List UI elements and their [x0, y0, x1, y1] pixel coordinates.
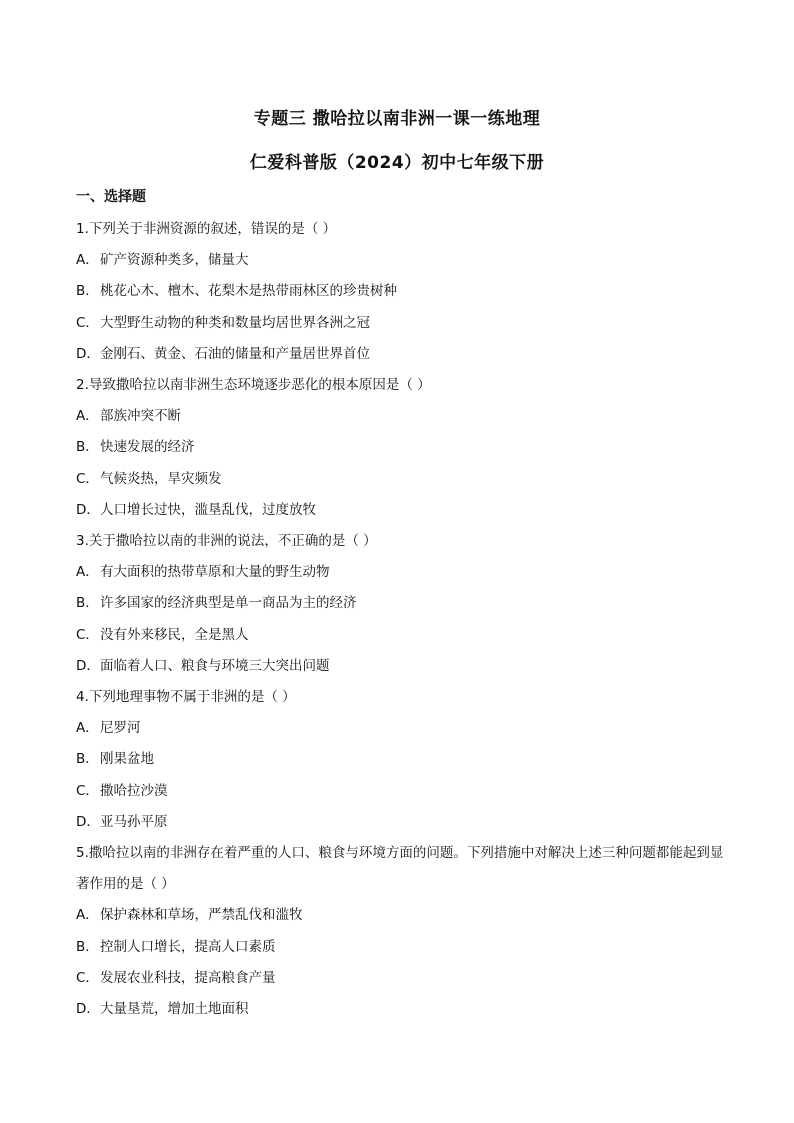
option-letter: C． — [76, 626, 99, 643]
option-text: 人口增长过快，滥垦乱伐，过度放牧 — [100, 501, 316, 518]
option-letter: B． — [76, 283, 99, 300]
option-text: 亚马孙平原 — [100, 813, 168, 830]
document-title: 专题三 撒哈拉以南非洲一课一练地理 — [253, 109, 541, 129]
option-b[interactable] — [76, 744, 726, 775]
option-text: 桃花心木、檀木、花梨木是热带雨林区的珍贵树种 — [100, 283, 397, 300]
option-letter: B． — [76, 938, 99, 955]
option-text: 面临着人口、粮食与环境三大突出问题 — [100, 657, 330, 674]
option-text: 发展农业科技，提高粮食产量 — [100, 969, 276, 986]
option-b[interactable] — [76, 432, 726, 463]
option-a[interactable] — [76, 557, 726, 588]
option-text: 刚果盆地 — [100, 751, 154, 768]
option-c[interactable] — [76, 464, 726, 495]
option-letter: D． — [76, 657, 100, 674]
question-list — [76, 214, 726, 1025]
option-letter: D． — [76, 345, 100, 362]
option-letter: C． — [76, 470, 99, 487]
option-d[interactable] — [76, 807, 726, 838]
option-text: 控制人口增长，提高人口素质 — [100, 938, 276, 955]
option-a[interactable] — [76, 245, 726, 276]
option-text: 大量垦荒，增加土地面积 — [100, 1001, 249, 1018]
option-text: 没有外来移民，全是黑人 — [100, 626, 249, 643]
option-c[interactable] — [76, 963, 726, 994]
option-text: 许多国家的经济典型是单一商品为主的经济 — [100, 595, 357, 612]
option-text: 撒哈拉沙漠 — [100, 782, 168, 799]
option-letter: A． — [76, 252, 99, 269]
option-letter: C． — [76, 314, 99, 331]
option-d[interactable] — [76, 495, 726, 526]
option-text: 有大面积的热带草原和大量的野生动物 — [100, 564, 330, 581]
document-subtitle: 仁爱科普版（2024）初中七年级下册 — [249, 153, 545, 173]
option-letter: B． — [76, 595, 99, 612]
question-stem: 2.导致撒哈拉以南非洲生态环境逐步恶化的根本原因是（ ） — [76, 377, 431, 394]
option-a[interactable] — [76, 713, 726, 744]
option-d[interactable] — [76, 994, 726, 1025]
question-stem: 4.下列地理事物不属于非洲的是（ ） — [76, 689, 296, 706]
option-b[interactable] — [76, 276, 726, 307]
option-a[interactable] — [76, 401, 726, 432]
option-b[interactable] — [76, 932, 726, 963]
option-text: 矿产资源种类多，储量大 — [100, 252, 249, 269]
section-heading: 一、选择题 — [76, 189, 146, 205]
option-text: 部族冲突不断 — [100, 408, 181, 425]
option-a[interactable] — [76, 900, 726, 931]
option-letter: D． — [76, 813, 100, 830]
option-letter: A． — [76, 408, 99, 425]
option-text: 大型野生动物的种类和数量均居世界各洲之冠 — [100, 314, 370, 331]
question-stem: 5.撒哈拉以南的非洲存在着严重的人口、粮食与环境方面的问题。下列措施中对解决上述三种问题都能起到显著作用的是（ ） — [76, 845, 724, 893]
option-d[interactable] — [76, 339, 726, 370]
option-text: 尼罗河 — [100, 720, 141, 737]
option-letter: C． — [76, 782, 99, 799]
option-letter: D． — [76, 501, 100, 518]
option-letter: B． — [76, 439, 99, 456]
option-text: 快速发展的经济 — [100, 439, 195, 456]
option-text: 气候炎热，旱灾频发 — [100, 470, 222, 487]
option-letter: A． — [76, 907, 99, 924]
option-text: 保护森林和草场，严禁乱伐和滥牧 — [100, 907, 303, 924]
option-letter: B． — [76, 751, 99, 768]
option-letter: A． — [76, 564, 99, 581]
option-letter: D． — [76, 1001, 100, 1018]
option-c[interactable] — [76, 776, 726, 807]
question-5 — [76, 838, 726, 1025]
question-1 — [76, 214, 726, 370]
question-stem: 1.下列关于非洲资源的叙述，错误的是（ ） — [76, 221, 337, 237]
option-b[interactable] — [76, 588, 726, 619]
question-4 — [76, 682, 726, 838]
option-c[interactable] — [76, 620, 726, 651]
question-stem: 3.关于撒哈拉以南的非洲的说法，不正确的是（ ） — [76, 533, 377, 550]
option-letter: C． — [76, 969, 99, 986]
option-text: 金刚石、黄金、石油的储量和产量居世界首位 — [100, 345, 370, 362]
option-letter: A． — [76, 720, 99, 737]
question-2 — [76, 370, 726, 526]
option-c[interactable] — [76, 308, 726, 339]
option-d[interactable] — [76, 651, 726, 682]
question-3 — [76, 526, 726, 682]
